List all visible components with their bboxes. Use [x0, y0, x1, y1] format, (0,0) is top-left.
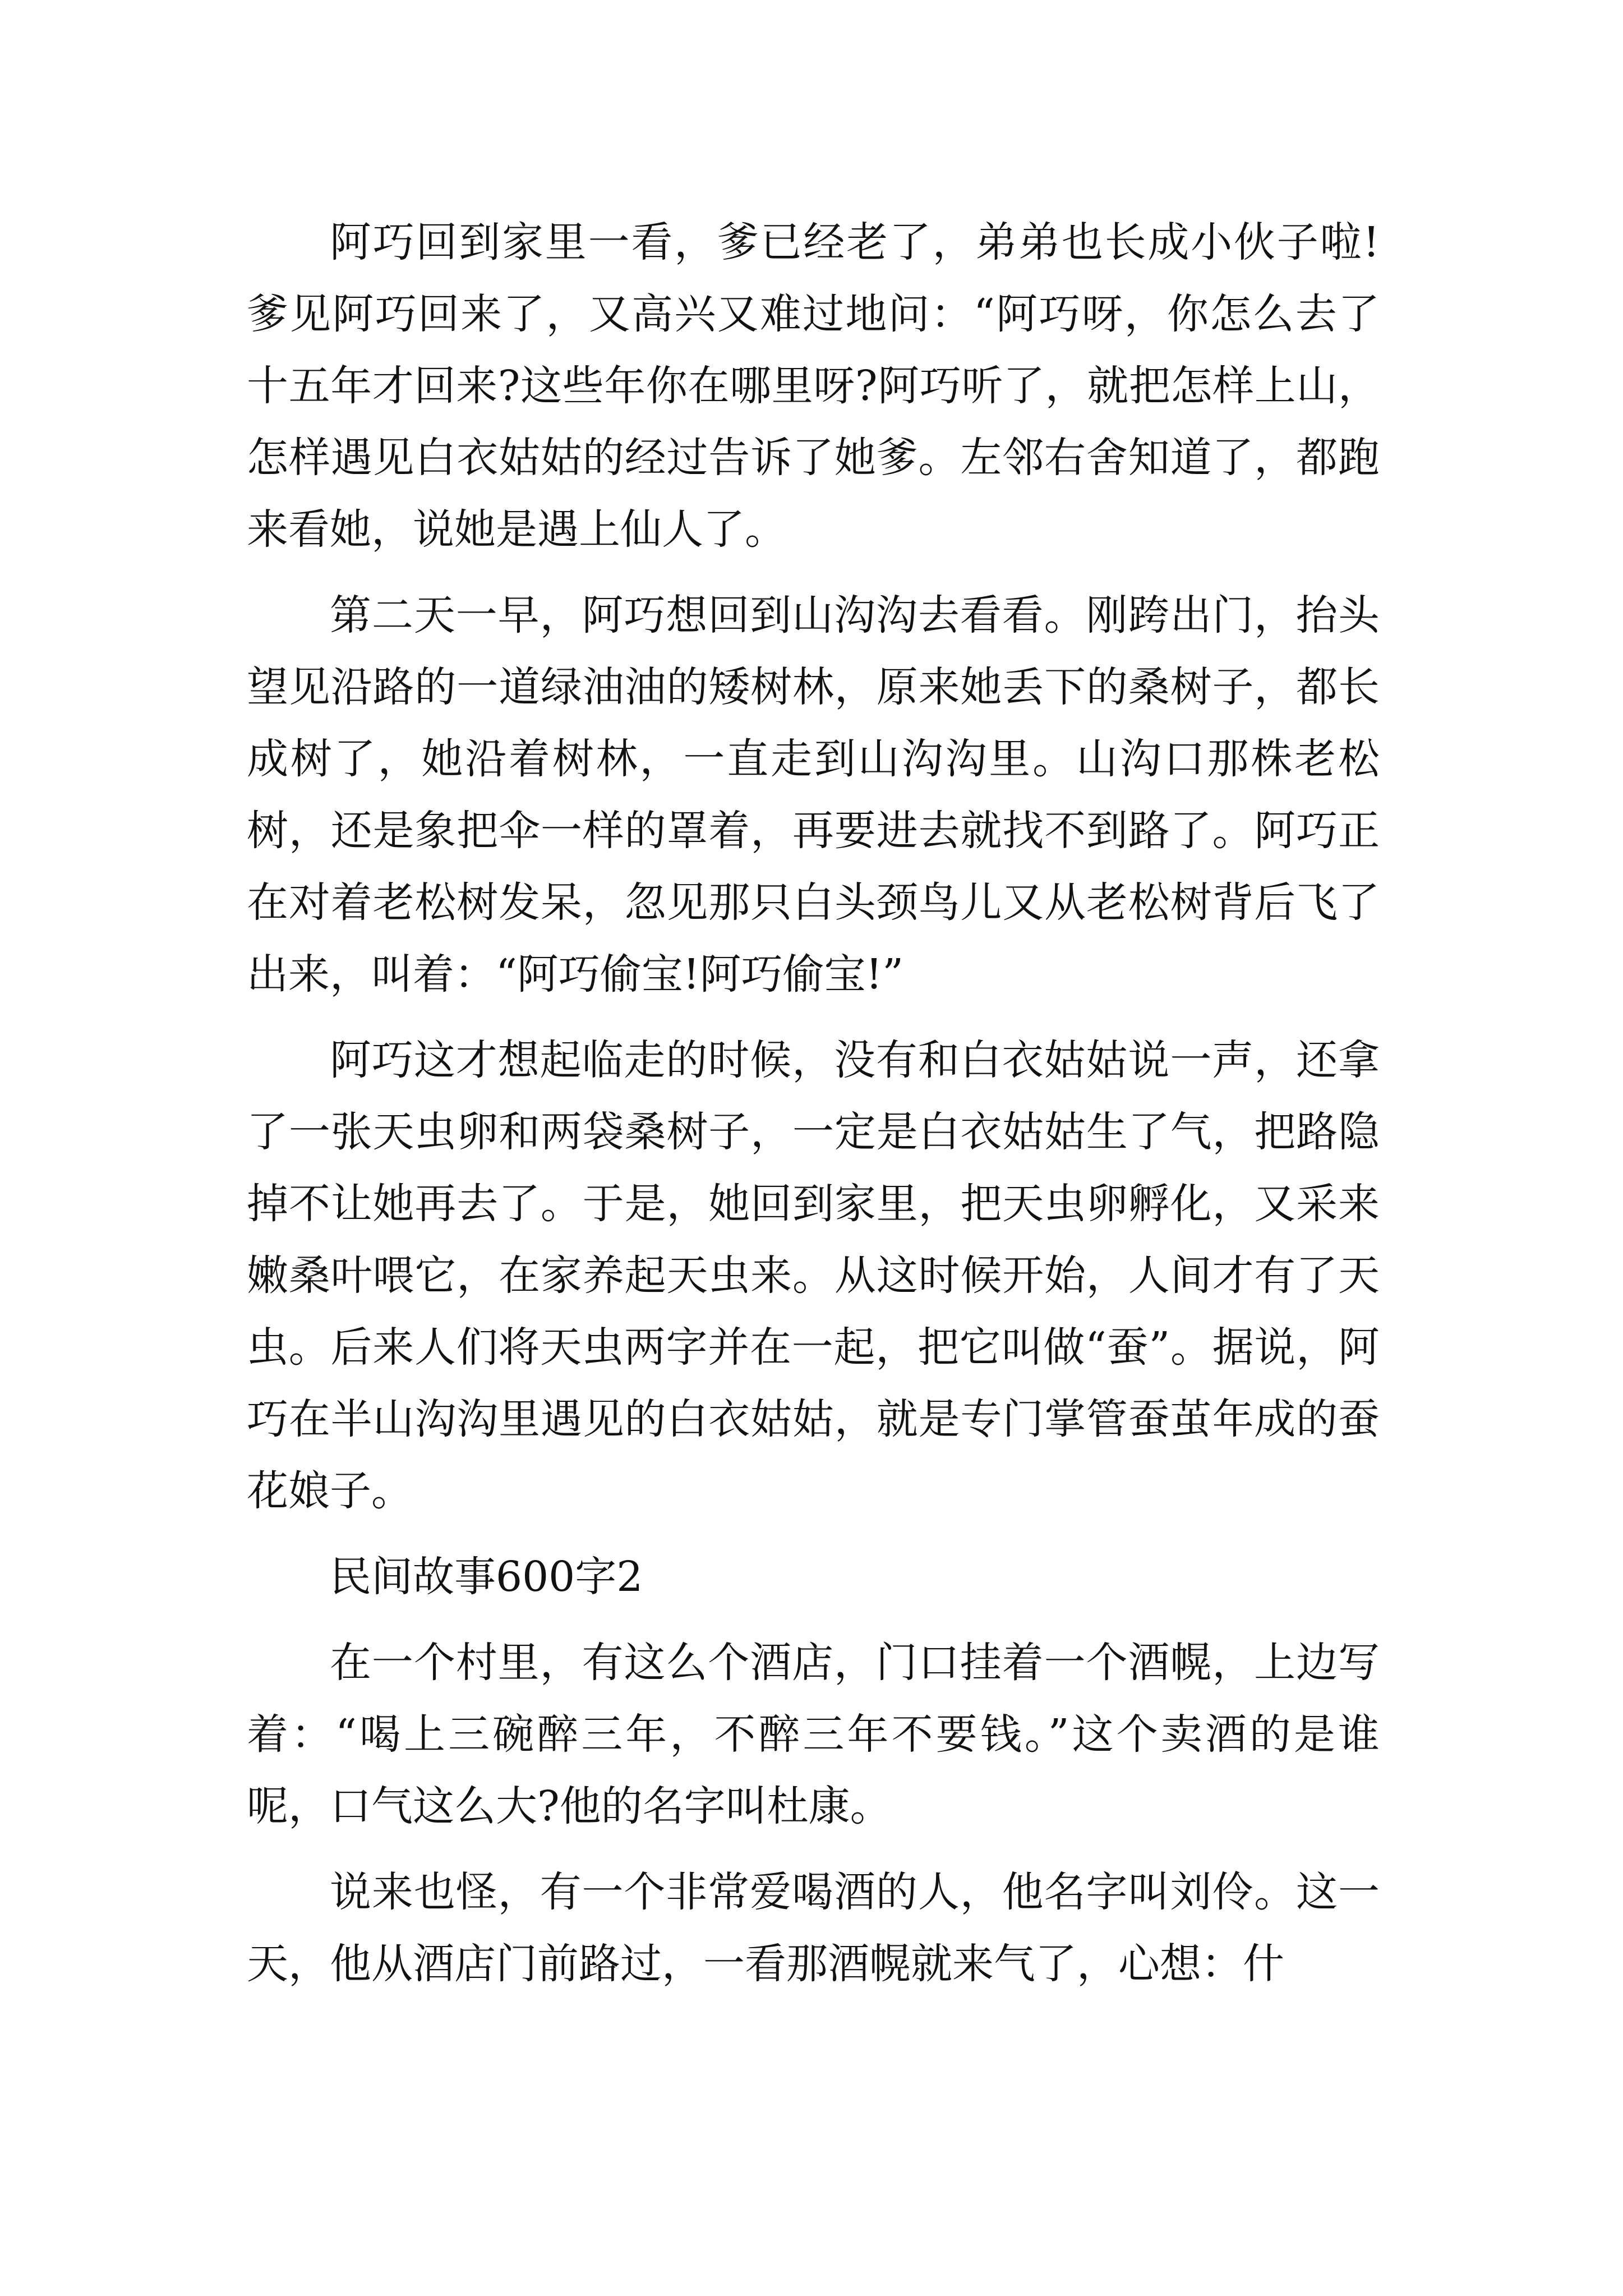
section-heading: 民间故事600字2: [330, 1553, 643, 1601]
paragraph-4: 在一个村里，有这么个酒店，门口挂着一个酒幌，上边写着：“喝上三碗醉三年，不醉三年不要钱。”这个卖酒的是谁呢，口气这么大?他的名字叫杜康。: [247, 1639, 1380, 1830]
document-body: [247, 206, 1380, 2014]
paragraph-1: 阿巧回到家里一看，爹已经老了，弟弟也长成小伙子啦!爹见阿巧回来了，又高兴又难过地问：“阿巧呀，你怎么去了十五年才回来?这些年你在哪里呀?阿巧听了，就把怎样上山，怎样遇见白衣姑姑的经过告诉了她爹。左邻右舍知道了，都跑来看她，说她是遇上仙人了。: [247, 218, 1380, 554]
paragraph-3: 阿巧这才想起临走的时候，没有和白衣姑姑说一声，还拿了一张天虫卵和两袋桑树子，一定是白衣姑姑生了气，把路隐掉不让她再去了。于是，她回到家里，把天虫卵孵化，又采来嫩桑叶喂它，在家养起天虫来。从这时候开始，人间才有了天虫。后来人们将天虫两字并在一起，把它叫做“蚕”。据说，阿巧在半山沟沟里遇见的白衣姑姑，就是专门掌管蚕茧年成的蚕花娘子。: [247, 1036, 1380, 1515]
paragraph-2: 第二天一早，阿巧想回到山沟沟去看看。刚跨出门，抬头望见沿路的一道绿油油的矮树林，原来她丢下的桑树子，都长成树了，她沿着树林，一直走到山沟沟里。山沟口那株老松树，还是象把伞一样的罩着，再要进去就找不到路了。阿巧正在对着老松树发呆，忽见那只白头颈鸟儿又从老松树背后飞了出来，叫着：“阿巧偷宝!阿巧偷宝!”: [247, 591, 1380, 999]
paragraph-5: 说来也怪，有一个非常爱喝酒的人，他名字叫刘伶。这一天，他从酒店门前路过，一看那酒幌就来气了，心想：什: [247, 1868, 1380, 1988]
